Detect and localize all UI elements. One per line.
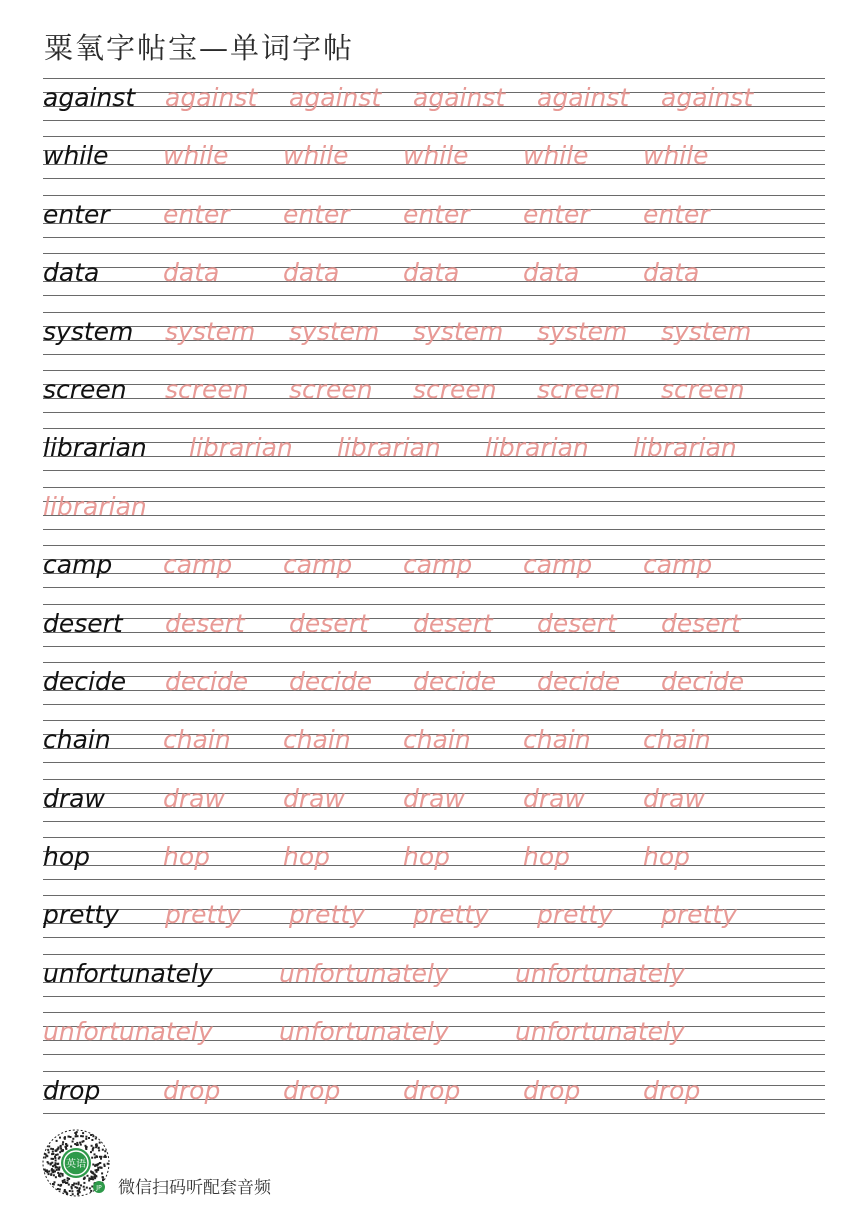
trace-word: enter [523, 199, 590, 229]
guide-line [43, 1012, 825, 1013]
trace-word: desert [289, 608, 369, 638]
guide-line [43, 720, 825, 721]
trace-word: against [289, 83, 382, 112]
guide-line [43, 704, 825, 705]
trace-word: hop [643, 842, 691, 872]
guide-line [43, 501, 825, 502]
practice-row [43, 187, 825, 245]
trace-word: chain [283, 725, 351, 755]
trace-word: screen [413, 374, 497, 404]
guide-line [43, 821, 825, 822]
trace-word: against [165, 83, 258, 112]
trace-word: drop [523, 1075, 581, 1105]
guide-line [43, 487, 825, 488]
trace-word: chain [523, 725, 591, 755]
model-word: hop [43, 842, 91, 872]
trace-word: pretty [413, 900, 489, 930]
trace-word: hop [163, 842, 211, 872]
trace-word: camp [403, 550, 473, 580]
trace-word: librarian [43, 491, 147, 521]
trace-word: unfortunately [279, 958, 449, 988]
model-word: librarian [43, 433, 147, 463]
model-word: system [43, 316, 134, 346]
model-word: while [43, 141, 109, 171]
trace-word: drop [163, 1075, 221, 1105]
guide-line [43, 604, 825, 605]
trace-word: while [283, 141, 349, 171]
trace-word: unfortunately [43, 1017, 213, 1047]
trace-word: decide [537, 666, 621, 696]
trace-word: draw [283, 783, 345, 813]
trace-word: while [643, 141, 709, 171]
guide-line [43, 662, 825, 663]
trace-word: librarian [485, 433, 589, 463]
model-word: drop [43, 1075, 101, 1105]
guide-line [43, 120, 825, 121]
model-word: camp [43, 550, 113, 580]
qr-badge-label: 英语 [66, 1159, 86, 1170]
practice-row [43, 362, 825, 420]
trace-word: against [661, 83, 754, 112]
trace-word: pretty [661, 900, 737, 930]
trace-word: camp [523, 550, 593, 580]
trace-word: while [163, 141, 229, 171]
model-word: decide [43, 666, 127, 696]
model-word: enter [43, 199, 110, 229]
trace-word: data [523, 258, 580, 288]
trace-word: enter [403, 199, 470, 229]
practice-row [43, 304, 825, 362]
guide-line [43, 779, 825, 780]
model-word: desert [43, 608, 123, 638]
model-word: draw [43, 783, 105, 813]
practice-row [43, 537, 825, 595]
trace-word: chain [403, 725, 471, 755]
trace-word: unfortunately [515, 958, 685, 988]
guide-line [43, 78, 825, 79]
trace-word: system [537, 316, 628, 346]
guide-line [43, 837, 825, 838]
guide-line [43, 136, 825, 137]
guide-line [43, 1113, 825, 1114]
trace-word: decide [165, 666, 249, 696]
trace-word: desert [165, 608, 245, 638]
qr-code-icon [40, 1127, 112, 1199]
guide-line [43, 529, 825, 530]
trace-word: decide [289, 666, 373, 696]
practice-row [43, 1063, 825, 1121]
trace-word: drop [403, 1075, 461, 1105]
trace-word: draw [643, 783, 705, 813]
trace-word: hop [403, 842, 451, 872]
guide-line [43, 253, 825, 254]
trace-word: pretty [289, 900, 365, 930]
trace-word: system [289, 316, 380, 346]
trace-word: chain [163, 725, 231, 755]
trace-word: draw [163, 783, 225, 813]
model-word: against [43, 83, 136, 112]
trace-word: against [413, 83, 506, 112]
guide-line [43, 762, 825, 763]
trace-word: librarian [337, 433, 441, 463]
guide-line [43, 295, 825, 296]
model-word: data [43, 258, 100, 288]
practice-row [43, 946, 825, 1004]
guide-line [43, 195, 825, 196]
trace-word: while [403, 141, 469, 171]
guide-line [43, 587, 825, 588]
guide-line [43, 237, 825, 238]
trace-word: desert [661, 608, 741, 638]
practice-sheet [43, 70, 825, 1121]
trace-word: librarian [633, 433, 737, 463]
guide-line [43, 937, 825, 938]
model-word: pretty [43, 900, 119, 930]
practice-row [43, 654, 825, 712]
model-word: unfortunately [43, 958, 213, 988]
practice-row [43, 1004, 825, 1062]
trace-word: drop [643, 1075, 701, 1105]
trace-word: screen [661, 374, 745, 404]
trace-word: camp [163, 550, 233, 580]
guide-line [43, 954, 825, 955]
trace-word: screen [537, 374, 621, 404]
guide-line [43, 470, 825, 471]
footer [40, 1127, 340, 1199]
guide-line [43, 545, 825, 546]
guide-line [43, 1054, 825, 1055]
guide-line [43, 312, 825, 313]
guide-line [43, 370, 825, 371]
practice-row [43, 829, 825, 887]
trace-word: draw [523, 783, 585, 813]
guide-line [43, 646, 825, 647]
trace-word: data [403, 258, 460, 288]
practice-row [43, 128, 825, 186]
trace-word: unfortunately [279, 1017, 449, 1047]
trace-word: librarian [189, 433, 293, 463]
trace-word: camp [283, 550, 353, 580]
guide-line [43, 1071, 825, 1072]
trace-word: decide [661, 666, 745, 696]
scan-caption: 微信扫码听配套音频 [118, 1178, 271, 1198]
model-word: screen [43, 374, 127, 404]
trace-word: against [537, 83, 630, 112]
model-word: chain [43, 725, 111, 755]
trace-word: while [523, 141, 589, 171]
practice-row [43, 479, 825, 537]
trace-word: data [283, 258, 340, 288]
trace-word: desert [537, 608, 617, 638]
trace-word: system [661, 316, 752, 346]
svg-text:JP: JP [96, 1184, 102, 1192]
trace-word: system [413, 316, 504, 346]
trace-word: data [643, 258, 700, 288]
practice-row [43, 771, 825, 829]
trace-word: screen [289, 374, 373, 404]
trace-word: decide [413, 666, 497, 696]
trace-word: system [165, 316, 256, 346]
guide-line [43, 895, 825, 896]
trace-word: enter [283, 199, 350, 229]
guide-line [43, 996, 825, 997]
trace-word: drop [283, 1075, 341, 1105]
trace-word: unfortunately [515, 1017, 685, 1047]
guide-line [43, 178, 825, 179]
trace-word: hop [283, 842, 331, 872]
trace-word: screen [165, 374, 249, 404]
guide-line [43, 428, 825, 429]
trace-word: pretty [165, 900, 241, 930]
guide-line [43, 412, 825, 413]
trace-word: enter [163, 199, 230, 229]
page-title: 粟氧字帖宝—单词字帖 [44, 31, 355, 65]
trace-word: pretty [537, 900, 613, 930]
trace-word: camp [643, 550, 713, 580]
practice-row [43, 887, 825, 945]
guide-line [43, 515, 825, 516]
trace-word: hop [523, 842, 571, 872]
trace-word: draw [403, 783, 465, 813]
trace-word: data [163, 258, 220, 288]
trace-word: chain [643, 725, 711, 755]
practice-row [43, 420, 825, 478]
practice-row [43, 596, 825, 654]
practice-row [43, 712, 825, 770]
practice-row [43, 245, 825, 303]
practice-row [43, 70, 825, 128]
guide-line [43, 879, 825, 880]
trace-word: desert [413, 608, 493, 638]
guide-line [43, 354, 825, 355]
trace-word: enter [643, 199, 710, 229]
